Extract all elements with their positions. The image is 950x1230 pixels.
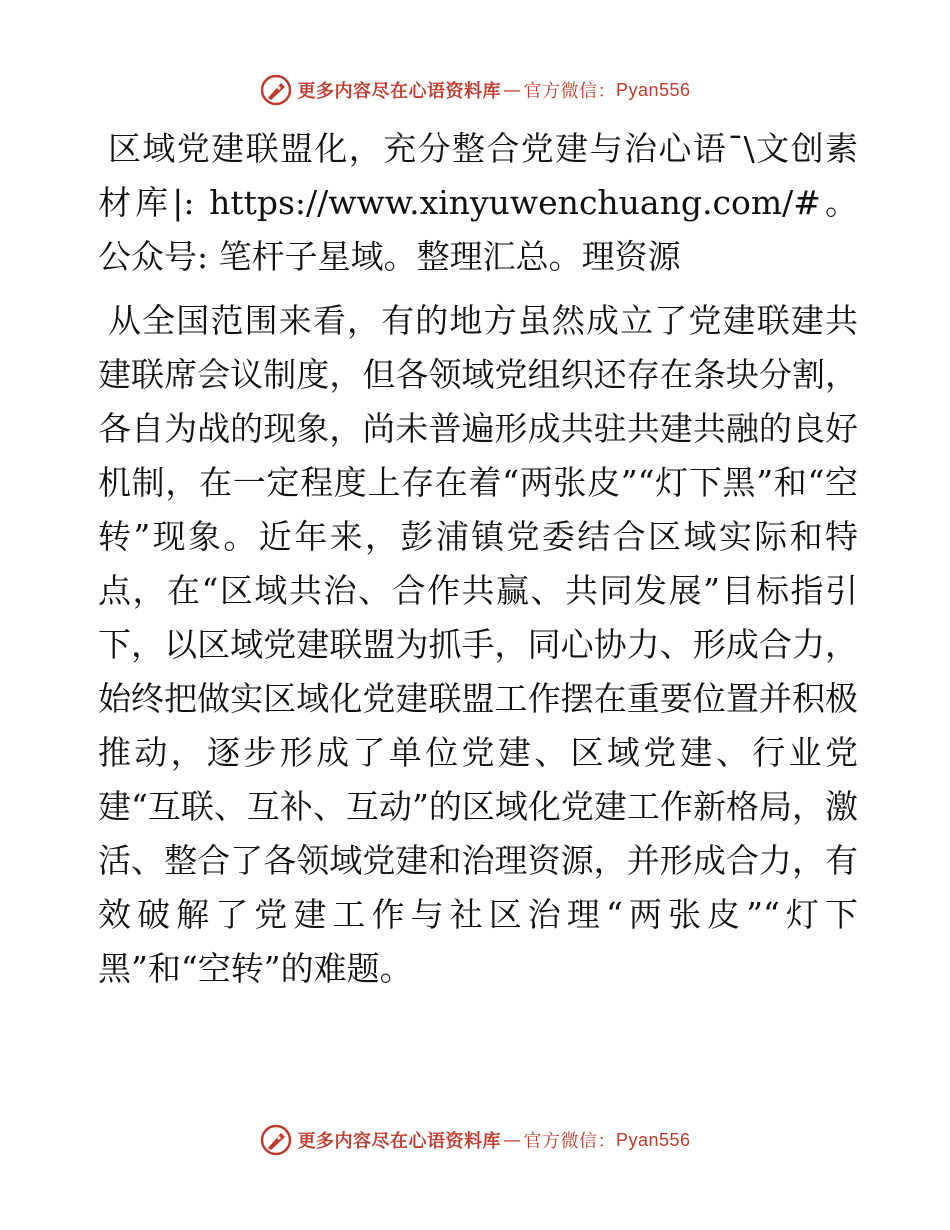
header-watermark-banner [0,70,950,110]
watermark-dash: — [502,1129,522,1151]
watermark-wechat-label: 官方微信： [523,1131,616,1152]
watermark-wechat-id: Pyan556 [615,1129,691,1150]
watermark-site-text: 更多内容尽在心语资料库 [297,81,501,102]
pen-nib-logo-icon [259,1123,293,1157]
paragraph-2: 从全国范围来看，有的地方虽然成立了党建联建共建联席会议制度，但各领域党组织还存在条块分割，各自为战的现象，尚未普遍形成共驻共建共融的良好机制，在一定程度上存在着“两张皮”“灯下黑”和“空转”现象。近年来，彭浦镇党委结合区域实际和特点，在“区域共治、合作共赢、共同发展”目标指引下，以区域党建联盟为抓手，同心协力、形成合力，始终把做实区域化党建联盟工作摆在重要位置并积极推动，逐步形成了单位党建、区域党建、行业党建“互联、互补、互动”的区域化党建工作新格局，激活、整合了各领域党建和治理资源，并形成合力，有效破解了党建工作与社区治理“两张皮”“灯下黑”和“空转”的难题。 [98,301,858,988]
paragraph-1: 区域党建联盟化，充分整合党建与治心语¯\文创素材库|: https://www.xinyuwenchuang.com/#。公众号: 笔杆子星域。整理汇总。理资源 [98,129,858,276]
document-body [98,122,858,996]
watermark-site-text: 更多内容尽在心语资料库 [297,1131,501,1152]
watermark-dash: — [502,79,522,101]
watermark-wechat-id: Pyan556 [615,79,691,100]
footer-watermark-banner [0,1120,950,1160]
watermark-wechat-label: 官方微信： [523,81,616,102]
pen-nib-logo-icon [259,73,293,107]
